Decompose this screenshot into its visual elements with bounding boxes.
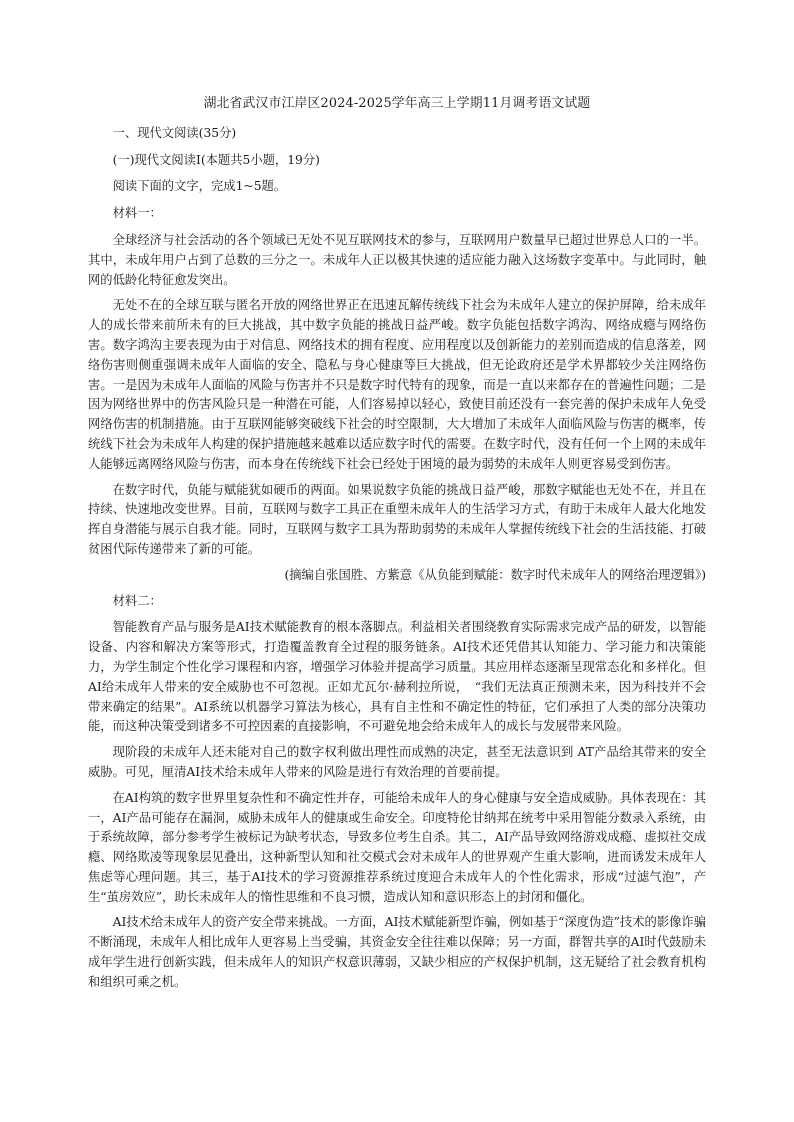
material-one-paragraph-2: 无处不在的全球互联与匿名开放的网络世界正在迅速瓦解传统线下社会为未成年人建立的保护屏障，给未成年人的成长带来前所未有的巨大挑战，其中数字负能的挑战日益严峻。数字负能包括数字鸿沟、网络成瘾与网络伤害。数字鸿沟主要表现为由于对信息、网络技术的拥有程度、应用程度以及创新能力的差别而造成的信息落差，网络伤害则侧重强调未成年人面临的安全、隐私与身心健康等巨大挑战，但无论政府还是学术界都较少关注网络伤害。一是因为未成年人面临的风险与伤害并不只是数字时代特有的现象，而是一直以来都存在的普遍性问题；二是因为网络世界中的伤害风险只是一种潜在可能，人们容易掉以轻心，致使目前还没有一套完善的保护未成年人免受网络伤害的机制措施。由于互联网能够突破线下社会的时空限制，大大增加了未成年人面临风险与伤害的概率，传统线下社会为未成年人构建的保护措施越来越难以适应数字时代的需要。在数字时代，没有任何一个上网的未成年人能够远离网络风险与伤害，而本身在传统线下社会已经处于困境的最为弱势的未成年人则更容易受到伤害。	[88, 298, 706, 471]
material-two-label: 材料二：	[112, 593, 162, 608]
reading-instruction: 阅读下面的文字，完成1~5题。	[112, 179, 287, 194]
material-two-paragraph-3: 在AI构筑的数字世界里复杂性和不确定性并存，可能给未成年人的身心健康与安全造成威胁。具体表现在：其一，AI产品可能存在漏洞，威胁未成年人的健康或生命安全。印度特伦甘纳邦在统考中采用智能分数录入系统，由于系统故障，部分参考学生被标记为缺考状态，导致多位考生自杀。其二，AI产品导致网络游戏成瘾、虚拟社交成瘾、网络欺凌等现象层见叠出，这种新型认知和社交模式会对未成年人的世界观产生重大影响，进而诱发未成年人焦虑等心理问题。其三，基于AI技术的学习资源推荐系统过度迎合未成年人的个性化需求，形成“过滤气泡”，产生“茧房效应”，助长未成年人的惰性思维和不良习惯，造成认知和意识形态上的封闭和僵化。	[88, 790, 706, 904]
material-one-label: 材料一：	[112, 206, 162, 221]
material-two-paragraph-2: 现阶段的未成年人还未能对自己的数字权利做出理性而成熟的决定，甚至无法意识到 AT产品给其带来的安全威胁。可见，厘清AI技术给未成年人带来的风险是进行有效治理的首要前提。	[88, 745, 706, 779]
material-one-source: (摘编自张国胜、方紫意《从负能到赋能：数字时代未成年人的网络治理逻辑》)	[284, 567, 706, 582]
section-heading: 一、现代文阅读(35分)	[112, 125, 237, 140]
material-two-paragraph-4: AI技术给未成年人的资产安全带来挑战。一方面，AI技术赋能新型诈骗，例如基于“深度伪造”技术的影像诈骗不断涌现，未成年人相比成年人更容易上当受骗，其资金安全往往难以保障；另一方面，群智共享的AI时代鼓励未成年学生进行创新实践，但未成年人的知识产权意识薄弱，又缺少相应的产权保护机制，这无疑给了社会教育机构和组织可乘之机。	[88, 915, 707, 989]
material-one-paragraph-3: 在数字时代，负能与赋能犹如硬币的两面。如果说数字负能的挑战日益严峻，那数字赋能也无处不在，并且在持续、快速地改变世界。目前，互联网与数字工具正在重塑未成年人的生活学习方式，有助于未成年人最大化地发挥自身潜能与展示自我才能。同时，互联网与数字工具为帮助弱势的未成年人掌握传统线下社会的生活技能、打破贫困代际传递带来了新的可能。	[88, 482, 706, 556]
material-two-paragraph-1: 智能教育产品与服务是AI技术赋能教育的根本落脚点。利益相关者围绕教育实际需求完成产品的研发，以智能设备、内容和解决方案等形式，打造覆盖教育全过程的服务链条。AI技术还凭借其认知能力、学习能力和决策能力，为学生制定个性化学习课程和内容，增强学习体验并提高学习质量。其应用样态逐渐呈现常态化和多样化。但AI给未成年人带来的安全威胁也不可忽视。正如尤瓦尔·赫利拉所说， “我们无法真正预测未来，因为科技并不会带来确定的结果”。AI系统以机器学习算法为核心，具有自主性和不确定性的特征，它们承担了人类的部分决策功能，而这种决策受到诸多不可控因素的直接影响，不可避免地会给未成年人的成长与发展带来风险。	[88, 620, 706, 734]
subsection-heading: (一)现代文阅读Ⅰ(本题共5小题，19分)	[112, 152, 320, 167]
material-one-paragraph-1: 全球经济与社会活动的各个领域已无处不见互联网技术的参与，互联网用户数量早已超过世界总人口的一半。其中，未成年用户占到了总数的三分之一。未成年人正以极其快速的适应能力融入这场数字变革中。与此同时，触网的低龄化特征愈发突出。	[88, 232, 706, 287]
document-title: 湖北省武汉市江岸区2024-2025学年高三上学期11月调考语文试题	[203, 96, 591, 111]
